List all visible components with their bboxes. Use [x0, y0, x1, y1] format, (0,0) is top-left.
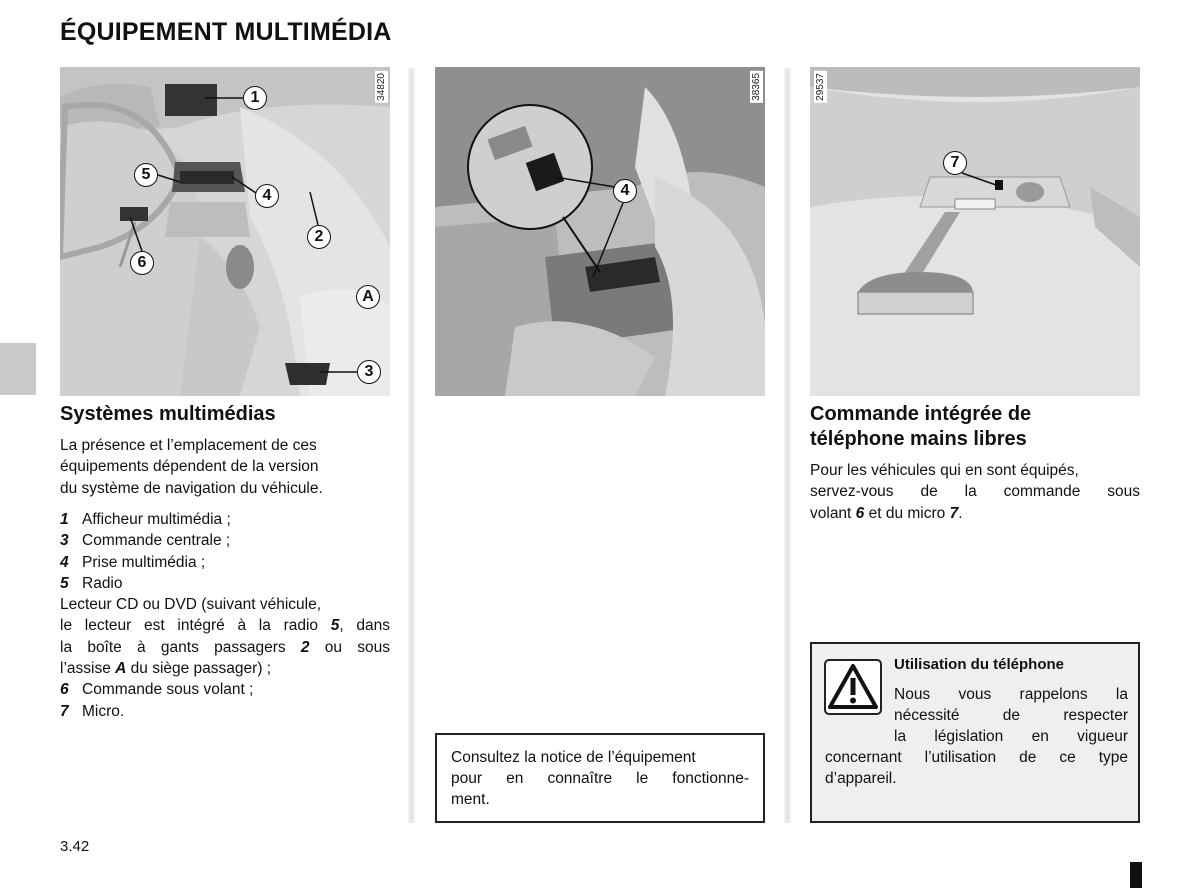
page-number: 3.42	[60, 838, 90, 855]
warning-box	[810, 642, 1140, 823]
notice-line: ment.	[451, 791, 490, 808]
intro-line: du système de navigation du véhicule.	[60, 479, 323, 497]
radio-note-line: le lecteur est intégré à la radio 5, dans	[60, 617, 390, 635]
warning-text-indented: Nous vous rappelons la nécessité de respecter la législation en vigueur	[894, 686, 1128, 745]
photo-reference-code: 38365	[751, 73, 762, 101]
callout-3: 3	[357, 360, 381, 384]
notice-line: pour en connaître le fonctionne-	[451, 770, 749, 787]
list-item: 1 Afficheur multimédia ;	[60, 511, 231, 528]
radio-note-line: Lecteur CD ou DVD (suivant véhicule,	[60, 596, 322, 614]
callout-2: 2	[307, 225, 331, 249]
warning-text-full: concernant l’utilisation de ce type d’appareil.	[825, 749, 1128, 787]
dashboard-photo	[60, 67, 390, 396]
callout-6: 6	[130, 251, 154, 275]
list-item: 6 Commande sous volant ;	[60, 681, 254, 699]
section-heading-telephone: Commande intégrée de téléphone mains libres	[810, 403, 1032, 450]
list-item: 7 Micro.	[60, 702, 125, 720]
intro-line: La présence et l’emplacement de ces	[60, 437, 317, 454]
callout-5: 5	[134, 163, 158, 187]
list-item: 5 Radio	[60, 574, 123, 592]
callout-leader-lines	[435, 67, 765, 396]
photo-reference-code: 29537	[815, 73, 826, 101]
ceiling-photo	[810, 67, 1140, 396]
list-item: 4 Prise multimédia ;	[60, 553, 206, 571]
photo-reference-code: 34820	[376, 73, 387, 101]
telephone-text: Pour les véhicules qui en sont équipés, servez-vous de la commande sous volant 6 et du micro 7.	[810, 462, 1140, 522]
equipment-list	[60, 509, 390, 722]
callout-a: A	[356, 285, 380, 309]
section-heading-systemes: Systèmes multimédias	[60, 403, 276, 425]
radio-note-line: l’assise A du siège passager) ;	[60, 660, 272, 678]
notice-line: Consultez la notice de l’équipement	[451, 749, 696, 766]
intro-line: équipements dépendent de la version	[60, 458, 319, 476]
list-item: 3 Commande centrale ;	[60, 532, 231, 550]
callout-4: 4	[613, 179, 637, 203]
page-title: ÉQUIPEMENT MULTIMÉDIA	[60, 18, 392, 46]
chapter-tab	[0, 343, 36, 395]
radio-note-line: la boîte à gants passagers 2 ou sous	[60, 638, 390, 656]
warning-title: Utilisation du téléphone	[894, 656, 1065, 673]
console-photo	[435, 67, 765, 396]
callout-1: 1	[243, 86, 267, 110]
callout-leader-lines	[810, 67, 1140, 396]
column-divider	[784, 68, 791, 823]
systemes-intro	[60, 435, 390, 499]
page-edge-mark	[1130, 862, 1142, 888]
notice-box	[435, 733, 765, 823]
warning-triangle-icon	[824, 659, 882, 715]
callout-7: 7	[943, 151, 967, 175]
column-divider	[408, 68, 415, 823]
callout-4: 4	[255, 184, 279, 208]
callout-leader-lines	[60, 67, 390, 396]
